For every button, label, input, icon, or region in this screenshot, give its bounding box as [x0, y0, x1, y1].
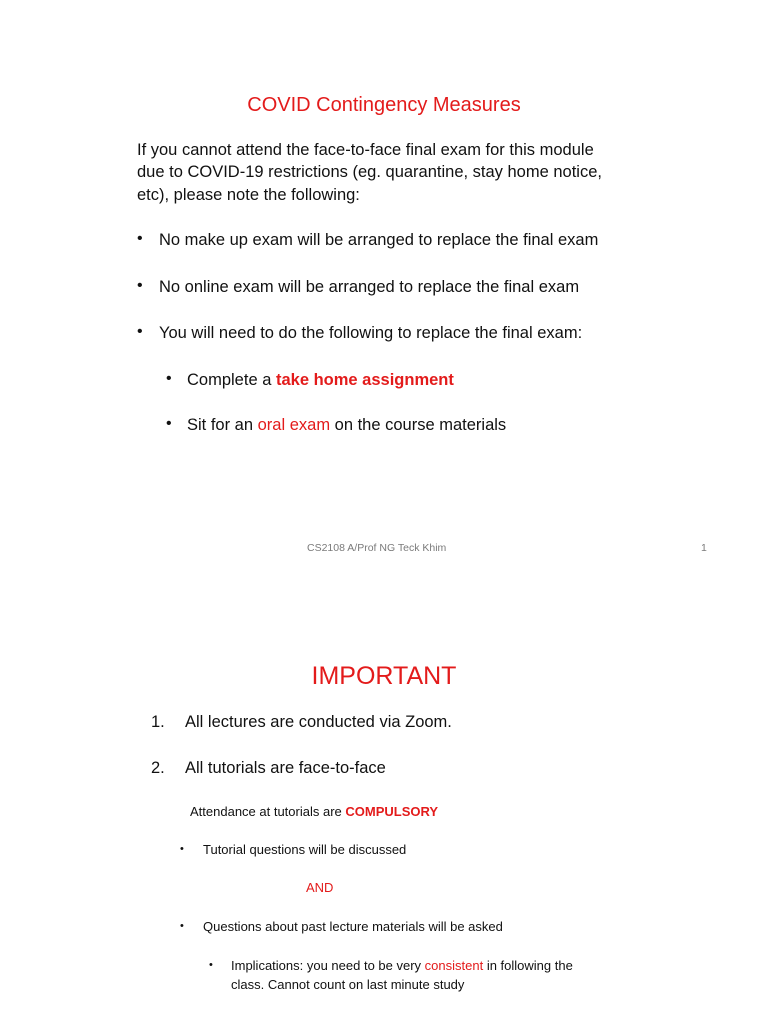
intro-line-2: due to COVID-19 restrictions (eg. quarantine, stay home notice,	[137, 163, 602, 181]
sub-bullet-assignment-prefix: Complete a	[187, 371, 276, 389]
bullet-icon: •	[180, 843, 184, 855]
bullet-icon: •	[180, 920, 184, 932]
slide-2-title: IMPORTANT	[311, 662, 457, 690]
bullet-icon: •	[137, 277, 143, 294]
bullet-icon: •	[209, 959, 213, 971]
bullet-past-lecture: Questions about past lecture materials will be asked	[203, 919, 503, 934]
sub-bullet-oral-prefix: Sit for an	[187, 416, 258, 434]
page-number: 1	[701, 542, 707, 554]
implications-prefix: Implications: you need to be very	[231, 958, 425, 973]
bullet-icon: •	[166, 415, 172, 432]
slide-footer: CS2108 A/Prof NG Teck Khim	[307, 542, 447, 554]
compulsory-highlight: COMPULSORY	[345, 804, 439, 819]
take-home-assignment-highlight: take home assignment	[275, 371, 454, 389]
implications-suffix: in following the	[483, 958, 573, 973]
bullet-replace: You will need to do the following to replace the final exam:	[159, 324, 583, 342]
item-1-text: All lectures are conducted via Zoom.	[185, 713, 452, 731]
intro-line-3: etc), please note the following:	[137, 186, 360, 204]
sub-bullet-assignment	[187, 369, 454, 392]
implications-line-1	[231, 956, 573, 975]
slide-1-title: COVID Contingency Measures	[247, 94, 521, 116]
bullet-no-makeup: No make up exam will be arranged to replace the final exam	[159, 231, 599, 249]
bullet-icon: •	[137, 323, 143, 340]
item-1-number: 1.	[151, 713, 165, 731]
attendance-prefix: Attendance at tutorials are	[190, 804, 346, 819]
intro-line-1: If you cannot attend the face-to-face final exam for this module	[137, 141, 594, 159]
item-2-number: 2.	[151, 759, 165, 777]
implications-line-2: class. Cannot count on last minute study	[231, 977, 465, 992]
sub-bullet-oral-exam	[187, 414, 506, 437]
and-text: AND	[306, 880, 334, 895]
attendance-note	[190, 802, 438, 821]
item-2-text: All tutorials are face-to-face	[185, 759, 386, 777]
bullet-tutorial-questions: Tutorial questions will be discussed	[203, 842, 407, 857]
bullet-icon: •	[137, 230, 143, 247]
sub-bullet-oral-suffix: on the course materials	[330, 416, 507, 434]
oral-exam-highlight: oral exam	[257, 416, 331, 434]
bullet-no-online: No online exam will be arranged to replace the final exam	[159, 278, 580, 296]
consistent-highlight: consistent	[424, 958, 484, 973]
bullet-icon: •	[166, 370, 172, 387]
